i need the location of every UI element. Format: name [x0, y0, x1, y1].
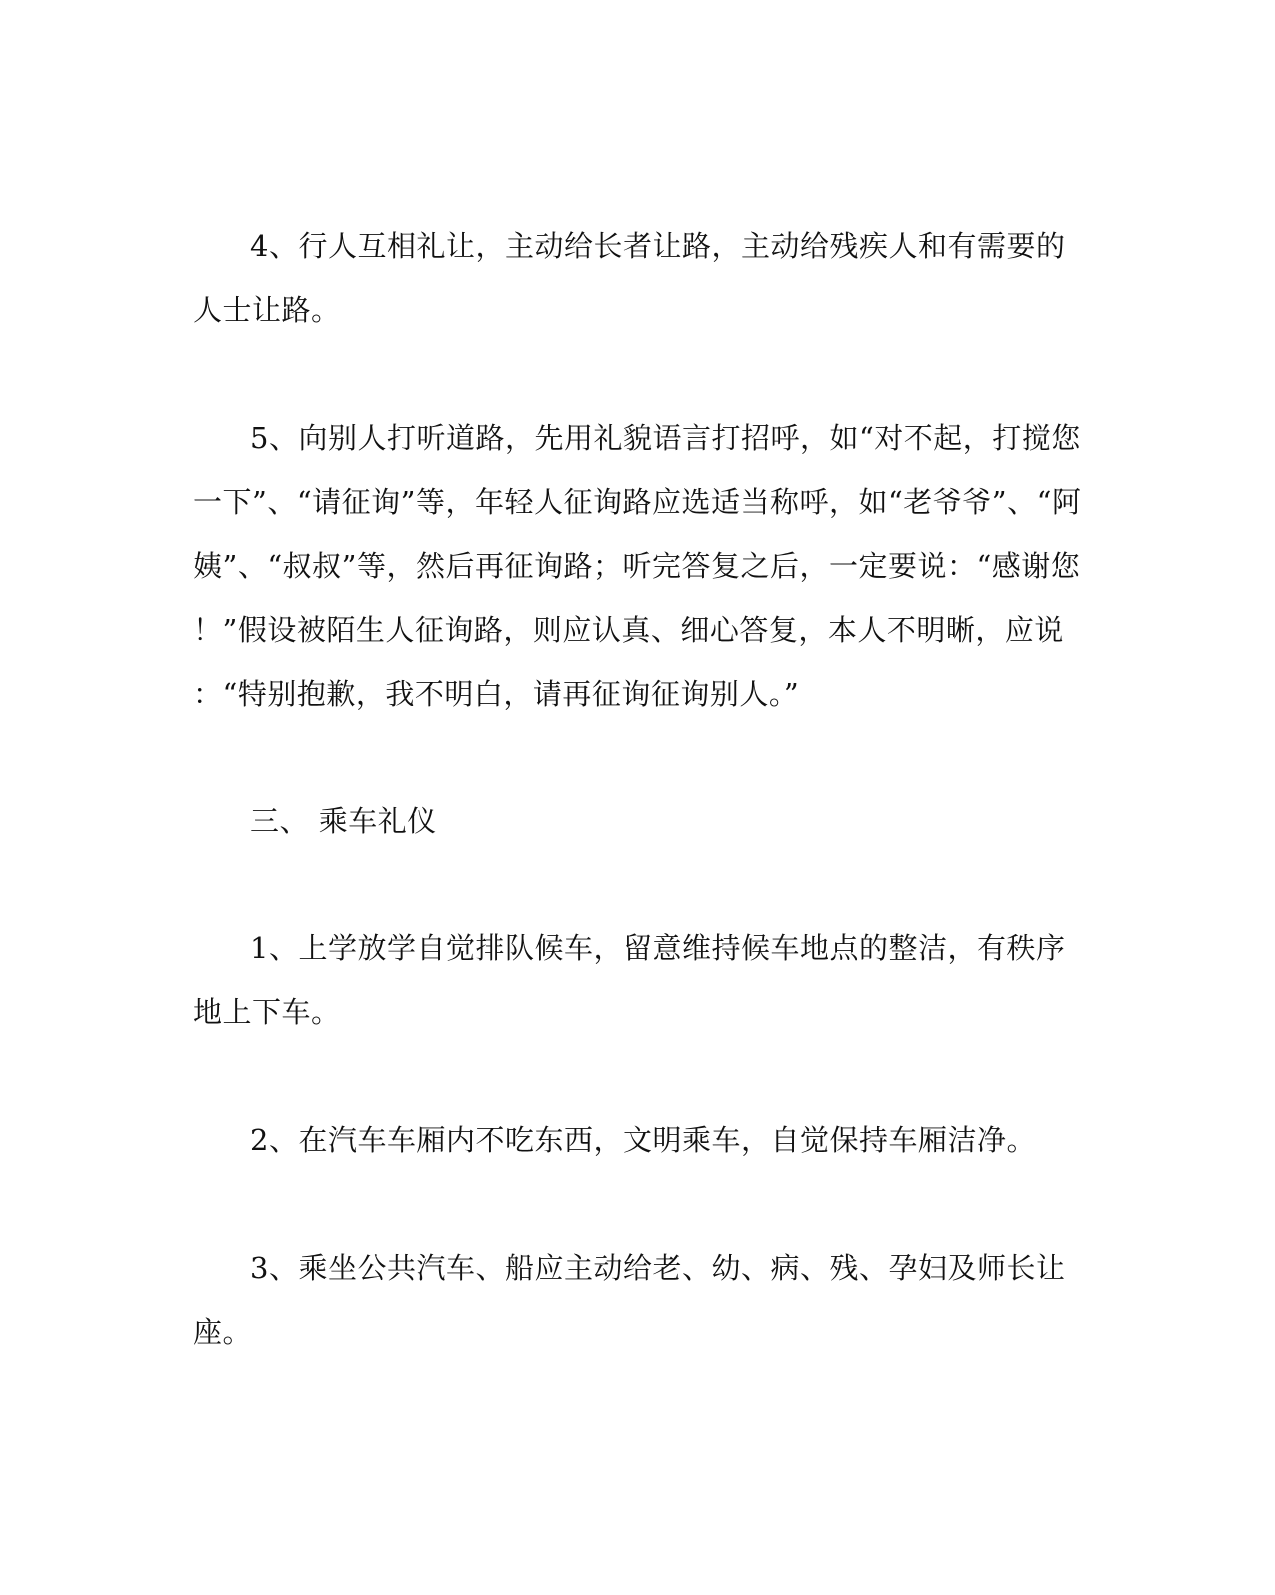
- paragraph-line: ：“特别抱歉，我不明白，请再征询征询别人。”: [193, 677, 800, 711]
- paragraph-4: [193, 214, 1066, 342]
- paragraph-line: ！”假设被陌生人征询路，则应认真、细心答复，本人不明晰，应说: [193, 613, 1064, 647]
- paragraph-s3-1: [193, 916, 1066, 1044]
- paragraph-line: 2、在汽车车厢内不吃东西，文明乘车，自觉保持车厢洁净。: [250, 1123, 1036, 1157]
- section-heading-text: 三、 乘车礼仪: [250, 804, 437, 838]
- paragraph-line: 姨”、“叔叔”等，然后再征询路；听完答复之后，一定要说：“感谢您: [193, 549, 1081, 583]
- paragraph-line: 1、上学放学自觉排队候车，留意维持候车地点的整洁，有秩序: [250, 931, 1066, 965]
- paragraph-line: 5、向别人打听道路，先用礼貌语言打招呼，如“对不起，打搅您: [250, 421, 1081, 455]
- paragraph-line: 地上下车。: [193, 995, 341, 1029]
- paragraph-line: 一下”、“请征询”等，年轻人征询路应选适当称呼，如“老爷爷”、“阿: [193, 485, 1082, 519]
- paragraph-s3-3: [193, 1236, 1066, 1364]
- paragraph-5: [193, 406, 1082, 726]
- paragraph-line: 人士让路。: [193, 293, 341, 327]
- paragraph-line: 3、乘坐公共汽车、船应主动给老、幼、病、残、孕妇及师长让: [250, 1251, 1066, 1285]
- section-heading-3: [193, 789, 1063, 853]
- paragraph-line: 座。: [193, 1315, 253, 1349]
- paragraph-s3-2: [193, 1108, 1063, 1172]
- paragraph-line: 4、行人互相礼让，主动给长者让路，主动给残疾人和有需要的: [250, 229, 1066, 263]
